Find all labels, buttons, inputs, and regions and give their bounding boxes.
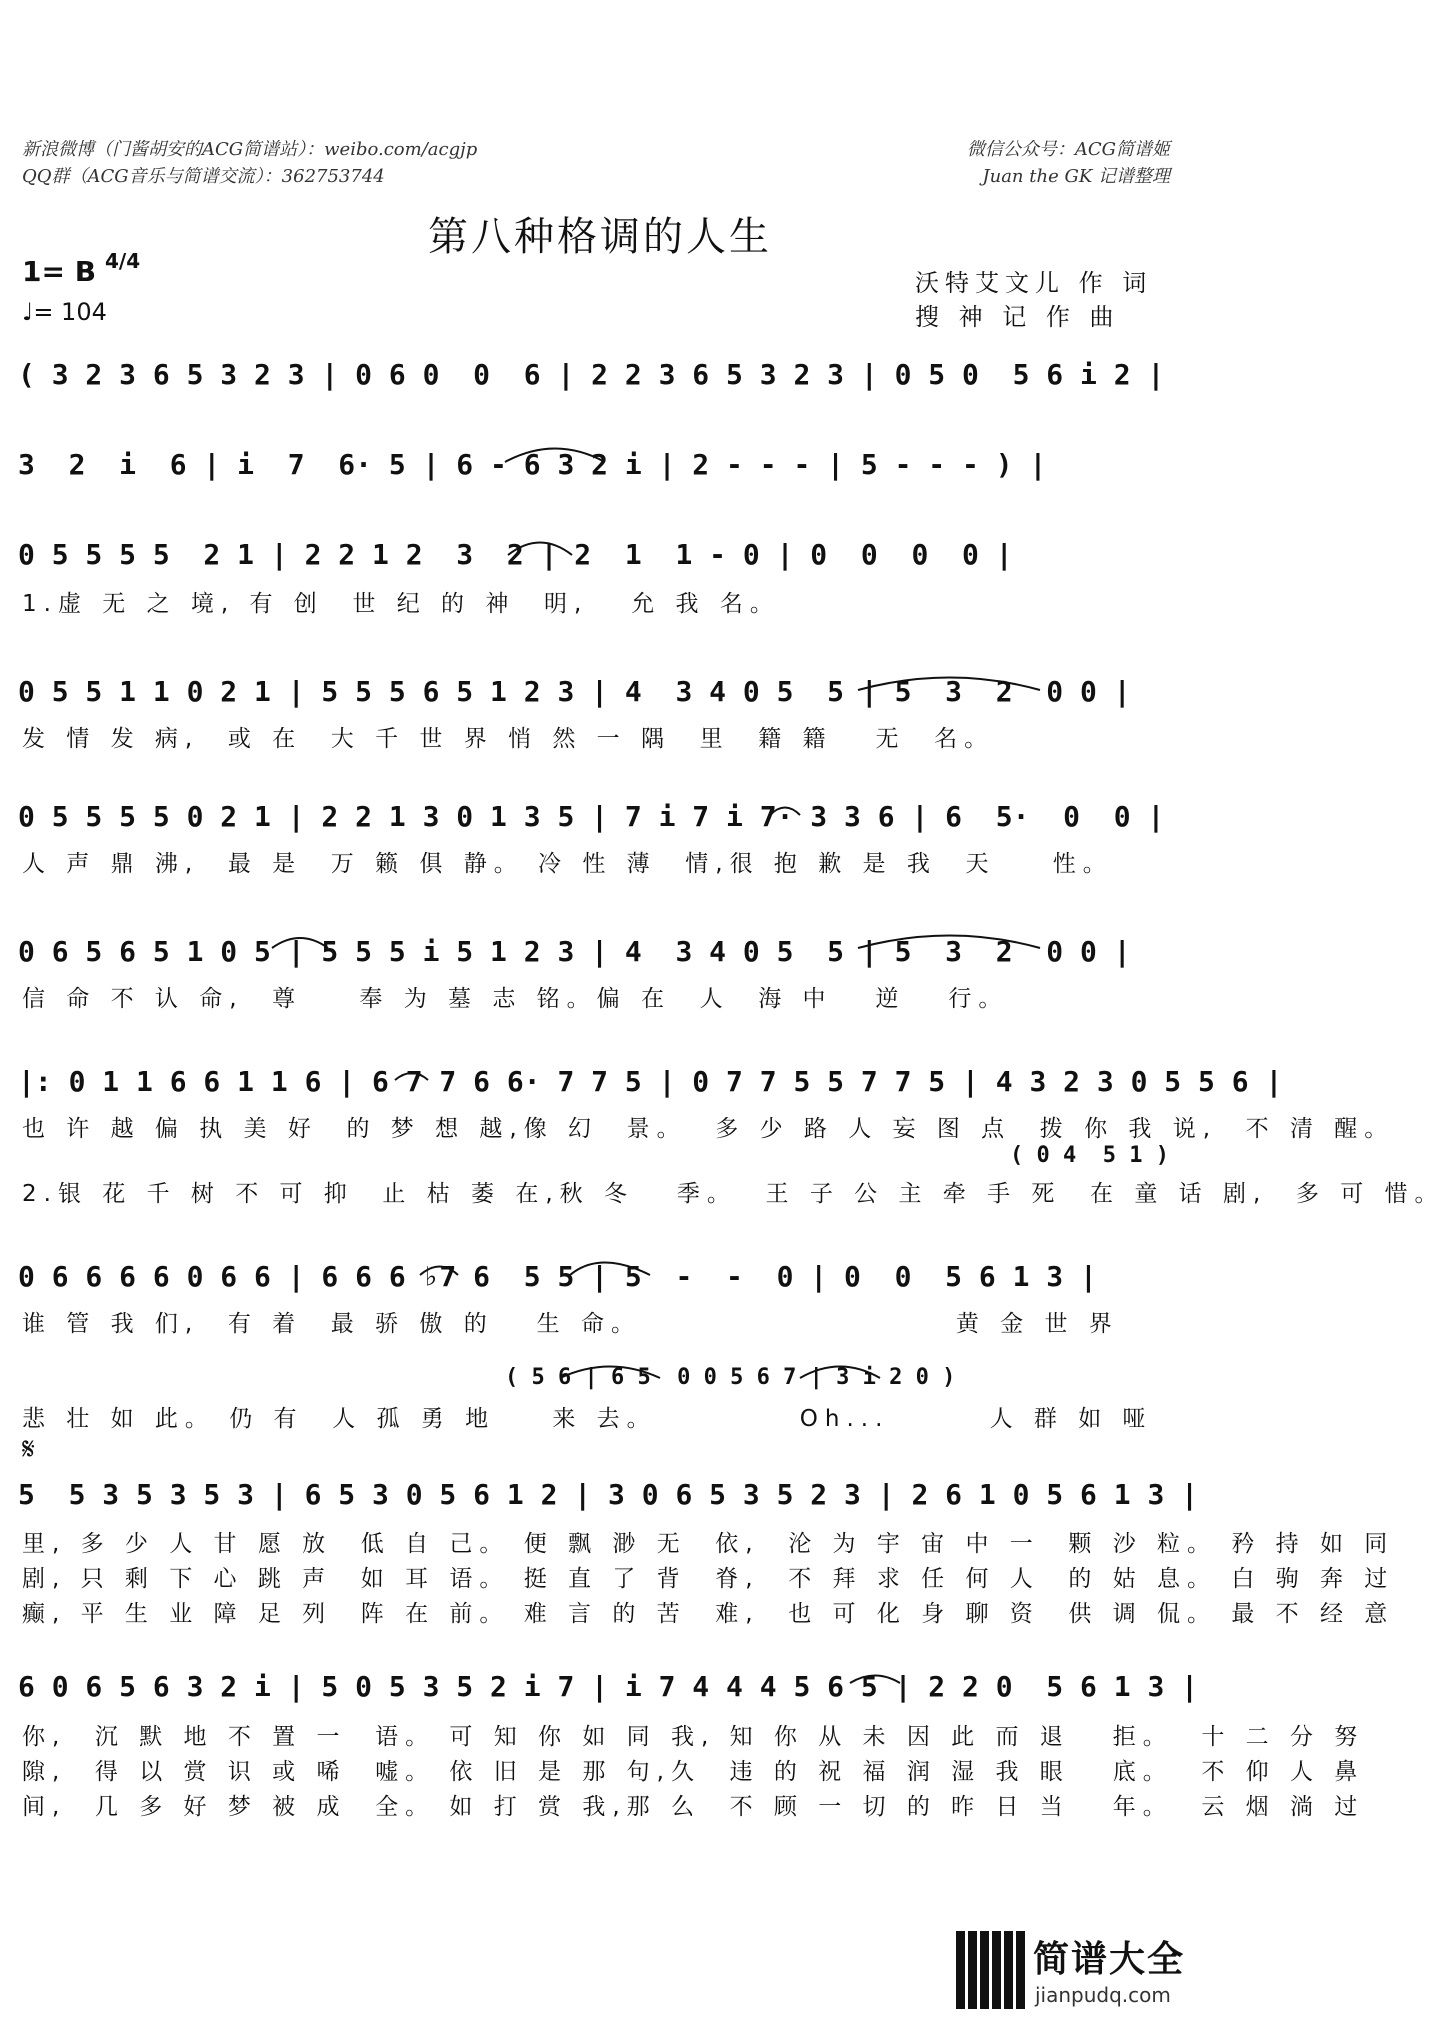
lyrics-bridge-line-2a: 你, 沉 默 地 不 置 一 语。 可 知 你 如 同 我, 知 你 从 未 因 此 而 退 拒。 十 二 分 努 xyxy=(22,1724,1365,1750)
lyrics-verse-line-2: 发 情 发 病, 或 在 大 千 世 界 悄 然 一 隅 里 籍 籍 无 名。 xyxy=(22,726,995,752)
wechat-info: 微信公众号：ACG简谱姬 xyxy=(966,139,1170,160)
segno-sign: 𝄋 xyxy=(22,1432,35,1467)
tempo-marking: ♩= 104 xyxy=(22,298,107,326)
lyrics-bridge-line-1b: 剧, 只 剩 下 心 跳 声 如 耳 语。 挺 直 了 背 脊, 不 拜 求 任 何 人 的 姑 息。 白 驹 奔 过 xyxy=(22,1566,1395,1592)
score-verse-line-3: 0 5 5 5 5 0 2 1 | 2 2 1 3 0 1 3 5 | 7 i 7 i 7· 3 3 6 | 6 5· 0 0 | xyxy=(18,800,1165,833)
lyrics-verse-line-1: 1.虚 无 之 境, 有 创 世 纪 的 神 明, 允 我 名。 xyxy=(22,591,780,617)
transcriber-info: Juan the GK 记谱整理 xyxy=(982,166,1170,187)
score-chorus-line-1: |: 0 1 1 6 6 1 1 6 | 6 7 7 6 6· 7 7 5 | 0 7 7 5 5 7 7 5 | 4 3 2 3 0 5 5 6 | xyxy=(18,1065,1283,1098)
site-logo xyxy=(955,1925,1195,2020)
lyrics-verse-line-4: 信 命 不 认 命, 尊 奉 为 墓 志 铭。偏 在 人 海 中 逆 行。 xyxy=(22,986,1009,1012)
chorus-aside-notes-2: ( 5 6 | 6 5 0 0 5 6 7 | 3 i 2 0 ) xyxy=(505,1365,956,1390)
lyrics-verse-line-3: 人 声 鼎 沸, 最 是 万 籁 俱 静。 冷 性 薄 情,很 抱 歉 是 我 天 性。 xyxy=(22,851,1113,877)
score-bridge-line-2: 6 0 6 5 6 3 2 i | 5 0 5 3 5 2 i 7 | i 7 4 4 4 5 6 5 | 2 2 0 5 6 1 3 | xyxy=(18,1670,1199,1703)
weibo-info: 新浪微博（门酱胡安的ACG简谱站）：weibo.com/acgjp xyxy=(22,139,478,160)
composer-credit: 搜 神 记 作 曲 xyxy=(915,303,1120,331)
score-intro-line-2: 3 2 i 6 | i 7 6· 5 | 6 - 6 3 2 i | 2 - - - | 5 - - - ) | xyxy=(18,448,1047,481)
lyrics-chorus-line-2a: 谁 管 我 们, 有 着 最 骄 傲 的 生 命。 黄 金 世 界 xyxy=(22,1311,1119,1337)
lyrics-chorus-line-1a: 也 许 越 偏 执 美 好 的 梦 想 越,像 幻 景。 多 少 路 人 妄 图 点 拨 你 我 说, 不 清 醒。 xyxy=(22,1116,1395,1142)
lyrics-bridge-line-1a: 里, 多 少 人 甘 愿 放 低 自 己。 便 飘 渺 无 依, 沦 为 宇 宙 中 一 颗 沙 粒。 矜 持 如 同 xyxy=(22,1531,1395,1557)
time-signature: 4/4 xyxy=(105,249,141,273)
score-verse-line-2: 0 5 5 1 1 0 2 1 | 5 5 5 6 5 1 2 3 | 4 3 4 0 5 5 | 5 3 2 0 0 | xyxy=(18,675,1131,708)
piano-keys-icon xyxy=(955,1930,1025,2010)
score-verse-line-1: 0 5 5 5 5 2 1 | 2 2 1 2 3 2 | 2 1 1 - 0 | 0 0 0 0 | xyxy=(18,538,1013,571)
chorus-aside-notes: ( 0 4 5 1 ) xyxy=(1010,1143,1169,1168)
lyrics-bridge-line-2b: 隙, 得 以 赏 识 或 唏 嘘。 依 旧 是 那 句,久 违 的 祝 福 润 湿 我 眼 底。 不 仰 人 鼻 xyxy=(22,1759,1365,1785)
song-title: 第八种格调的人生 xyxy=(428,214,772,260)
lyrics-chorus-line-2b: 悲 壮 如 此。 仍 有 人 孤 勇 地 来 去。 Oh... 人 群 如 哑 xyxy=(22,1406,1153,1432)
lyrics-bridge-line-1c: 癫, 平 生 业 障 足 列 阵 在 前。 难 言 的 苦 难, 也 可 化 身 聊 资 供 调 侃。 最 不 经 意 xyxy=(22,1601,1395,1627)
site-name: 简谱大全 xyxy=(1033,1939,1186,1980)
lyrics-bridge-line-2c: 间, 几 多 好 梦 被 成 全。 如 打 赏 我,那 么 不 顾 一 切 的 昨 日 当 年。 云 烟 淌 过 xyxy=(22,1794,1365,1820)
score-chorus-line-2: 0 6 6 6 6 0 6 6 | 6 6 6 ♭7 6 5 5 | 5 - - 0 | 0 0 5 6 1 3 | xyxy=(18,1260,1097,1293)
score-verse-line-4: 0 6 5 6 5 1 0 5 | 5 5 5 i 5 1 2 3 | 4 3 4 0 5 5 | 5 3 2 0 0 | xyxy=(18,935,1131,968)
score-intro-line-1: ( 3 2 3 6 5 3 2 3 | 0 6 0 0 6 | 2 2 3 6 5 3 2 3 | 0 5 0 5 6 i 2 | xyxy=(18,358,1165,391)
qq-group-info: QQ群（ACG音乐与简谱交流）：362753744 xyxy=(22,166,385,187)
score-bridge-line-1: 5 5 3 5 3 5 3 | 6 5 3 0 5 6 1 2 | 3 0 6 5 3 5 2 3 | 2 6 1 0 5 6 1 3 | xyxy=(18,1478,1199,1511)
lyricist-credit: 沃特艾文儿 作 词 xyxy=(915,269,1153,297)
lyrics-chorus-line-1b: 2.银 花 千 树 不 可 抑 止 枯 萎 在,秋 冬 季。 王 子 公 主 牵 手 死 在 童 话 剧, 多 可 惜。 xyxy=(22,1181,1445,1207)
key-signature: 1= B xyxy=(22,255,97,288)
site-url: jianpudq.com xyxy=(1035,1983,1171,2007)
